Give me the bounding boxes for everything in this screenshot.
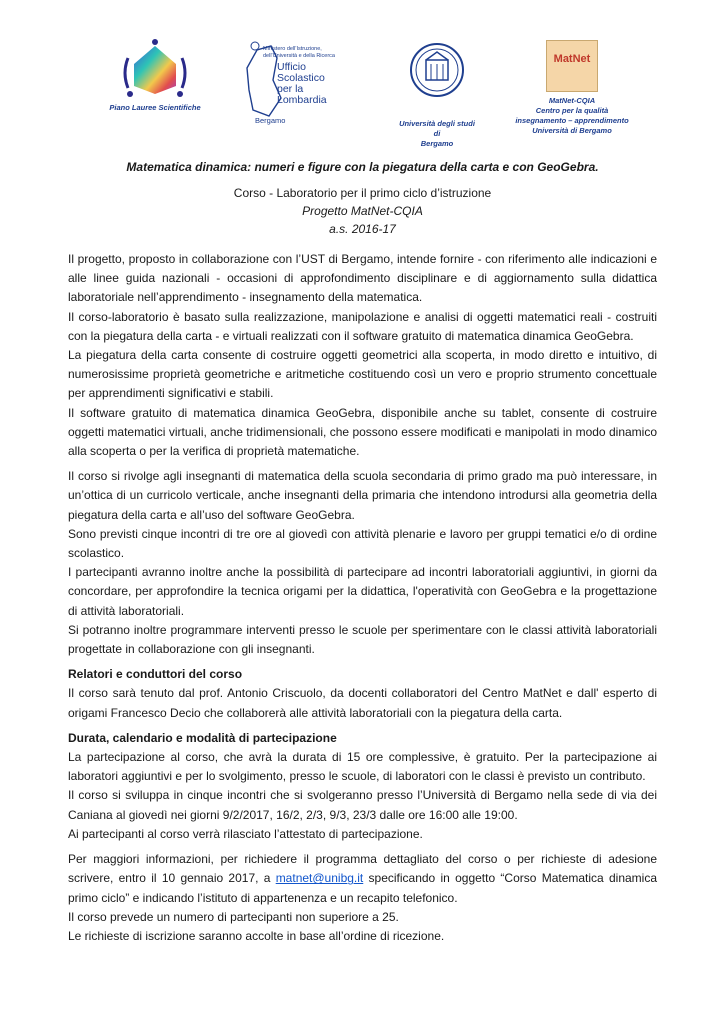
- info-paragraph: [68, 850, 657, 908]
- unibg-caption-1: Università degli studi di: [399, 119, 475, 138]
- info-text-before: Per maggiori informazioni, per richiedere il programma dettagliato del corso o per richieste di adesione scrivere, entro il 10 gennaio 2017, a: [68, 852, 657, 886]
- durata-text-1: La partecipazione al corso, che avrà la durata di 15 ore complessive, è gratuito. Per la partecipazione ai laboratori aggiuntivi e per lo svolgimento, presso le scuole, di laboratori con le classi è previsto un contributo.: [68, 750, 657, 784]
- durata-text-3: Ai partecipanti al corso verrà rilasciato l’attestato di partecipazione.: [68, 826, 423, 841]
- paragraph: Il progetto, proposto in collaborazione con l’UST di Bergamo, intende fornire - con riferimento alle indicazioni e alle linee guida nazionali - occasioni di approfondimento disciplinare e di aggiornamento sulla didattica laboratoriale nell’apprendimento - insegnamento della matematica.: [68, 252, 657, 305]
- matnet-caption-4: Università di Bergamo: [532, 126, 612, 135]
- document-title: Matematica dinamica: numeri e figure con la piegatura della carta e con GeoGebra.: [126, 160, 599, 174]
- ust-city: Bergamo: [255, 116, 286, 125]
- ust-name-3: per la: [277, 83, 304, 95]
- paragraph: Il corso si rivolge agli insegnanti di matematica della scuola secondaria di primo grado ma può interessare, in un’ottica di un curricolo verticale, anche insegnanti della primaria che intendono introdursi alla geometria della piegatura della carta e all’uso del software GeoGebra.: [68, 469, 657, 522]
- unibg-seal-icon: [409, 42, 465, 98]
- logo-bar: [0, 38, 725, 163]
- pls-logo: [100, 38, 210, 113]
- paragraph: Sono previsti cinque incontri di tre ore al giovedì con attività plenarie e lavoro per gruppi tematici e/o di ordine scolastico.: [68, 526, 657, 561]
- ust-logo: [243, 40, 363, 137]
- paragraph: I partecipanti avranno inoltre anche la possibilità di partecipare ad incontri laboratoriali aggiuntivi, in giorni da concordare, per approfondire la tecnica origami per la didattica, l'operatività con GeoGebra e la progettazione di attività laboratoriali.: [68, 565, 657, 618]
- matnet-caption-1: MatNet-CQIA: [548, 96, 596, 105]
- matnet-caption-3: insegnamento – apprendimento: [515, 116, 629, 125]
- matnet-mark-icon: [546, 40, 598, 92]
- email-link[interactable]: matnet@unibg.it: [275, 871, 364, 886]
- ust-name-1: Ufficio: [277, 61, 306, 73]
- ust-ministry-line2: dell'Università e della Ricerca: [263, 53, 335, 59]
- info-text-3: Le richieste di iscrizione saranno accolte in base all’ordine di ricezione.: [68, 928, 445, 943]
- matnet-caption-2: Centro per la qualità: [535, 106, 609, 115]
- matnet-mark-text: MatNet: [553, 53, 591, 65]
- ust-ministry-line1: Ministero dell'Istruzione,: [263, 46, 322, 52]
- ust-name-2: Scolastico: [277, 72, 325, 84]
- durata-heading: Durata, calendario e modalità di partecipazione: [68, 730, 337, 745]
- paragraph: La piegatura della carta consente di costruire oggetti geometrici alla scoperta, in modo diretto e intuitivo, di numerosissime proprietà geometriche e aritmetiche costituendo così un vero e proprio strumento concettuale per apprendimenti significativi e stabili.: [68, 348, 657, 401]
- unibg-logo: [395, 42, 479, 149]
- unibg-caption-2: Bergamo: [420, 139, 454, 148]
- paragraph: Si potranno inoltre programmare interventi presso le scuole per sperimentare con le classi attività laboratoriali progettate in collaborazione con gli insegnanti.: [68, 622, 657, 657]
- durata-text-2: Il corso si sviluppa in cinque incontri che si svolgeranno presso l’Università di Bergamo nella sede di via dei Caniana al giovedì nei giorni 9/2/2017, 16/2, 2/3, 9/3, 23/3 dalle ore 16:00 alle 19:00.: [68, 788, 657, 822]
- relatori-heading: Relatori e conduttori del corso: [68, 667, 243, 682]
- info-text-after: specificando in oggetto “Corso Matematica dinamica primo ciclo” e indicando l’istituto di appartenenza e un recapito telefonico.: [68, 871, 658, 905]
- pls-caption: Piano Lauree Scientifiche: [109, 103, 201, 112]
- matnet-logo: [510, 40, 634, 136]
- course-type: Corso - Laboratorio per il primo ciclo d’istruzione: [233, 186, 492, 200]
- info-text-2: Il corso prevede un numero di partecipanti non superiore a 25.: [68, 909, 399, 924]
- paragraph: Il software gratuito di matematica dinamica GeoGebra, disponibile anche su tablet, consente di costruire oggetti matematici virtuali, anche tridimensionali, che possono essere modificati e manipolati in modo dinamico alla scoperta o per la verifica di proprietà matematiche.: [68, 405, 657, 459]
- pls-emblem-icon: [120, 38, 190, 98]
- project-name: Progetto MatNet-CQIA: [302, 204, 423, 218]
- school-year: a.s. 2016-17: [329, 222, 396, 236]
- relatori-text: Il corso sarà tenuto dal prof. Antonio Criscuolo, da docenti collaboratori del Centro MatNet e dall' esperto di origami Francesco Decio che collaborerà alle attività laboratoriali con la piegatura della carta.: [68, 686, 657, 720]
- document-body: [68, 250, 657, 946]
- paragraph: Il corso-laboratorio è basato sulla realizzazione, manipolazione e analisi di oggetti matematici reali - costruiti con la piegatura della carta - e virtuali realizzati con il software gratuito di matematica dinamica GeoGebra.: [68, 309, 657, 343]
- ust-name-4: Lombardia: [277, 94, 327, 106]
